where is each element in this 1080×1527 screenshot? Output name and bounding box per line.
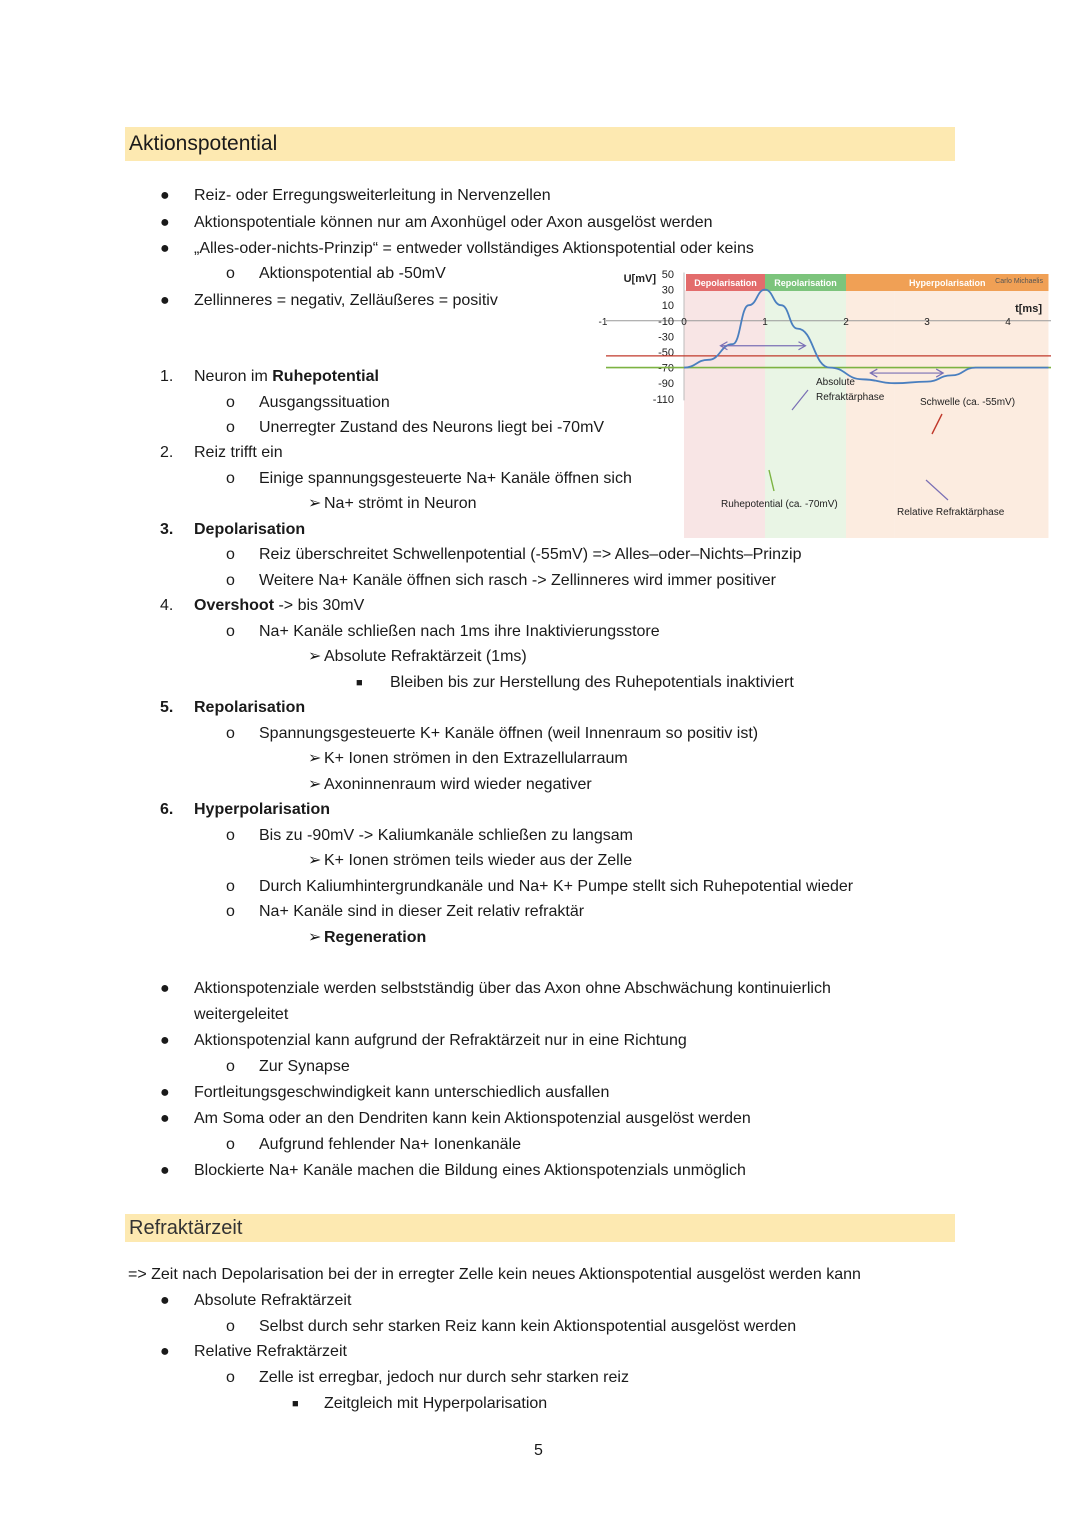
arrow-marker: ➢ <box>308 495 322 512</box>
relative-refractory-label: Relative Refraktärphase <box>897 507 1005 518</box>
absolute-refractory-label: Absolute <box>816 377 855 388</box>
step-number: 5. <box>160 699 174 716</box>
step-arrow-line: K+ Ionen strömen teils wieder aus der Zelle <box>324 852 633 869</box>
phase-header-label: Hyperpolarisation <box>908 278 986 288</box>
y-tick-label: -30 <box>658 331 674 344</box>
circle-marker: o <box>226 394 235 411</box>
bullet-marker: ● <box>160 1110 170 1127</box>
more-line: weitergeleitet <box>194 1006 289 1023</box>
more-line: Aktionspotenzial kann aufgrund der Refraktärzeit nur in eine Richtung <box>194 1032 687 1049</box>
arrow-marker: ➢ <box>308 750 322 767</box>
y-tick-label: -70 <box>658 362 674 375</box>
intro-line: „Alles-oder-nichts-Prinzip“ = entweder vollständiges Aktionspotential oder keins <box>194 240 754 257</box>
phase-header-label: Repolarisation <box>774 278 837 288</box>
y-tick-label: -50 <box>658 347 674 359</box>
x-tick-label: -1 <box>598 316 608 328</box>
circle-marker: o <box>226 265 235 282</box>
intro-sub-line: Aktionspotential ab -50mV <box>259 265 446 282</box>
intro-line: Reiz- oder Erregungsweiterleitung in Nervenzellen <box>194 187 551 204</box>
bullet-marker: ● <box>160 1084 170 1101</box>
bullet-marker: ● <box>160 187 170 204</box>
step-title-text: -> bis 30mV <box>274 597 365 614</box>
more-sub-line: Zur Synapse <box>259 1058 350 1075</box>
step-sub-line: Bis zu -90mV -> Kaliumkanäle schließen zu langsam <box>259 827 633 844</box>
bullet-marker: ● <box>160 1032 170 1049</box>
circle-marker: o <box>226 725 235 742</box>
step-title: Hyperpolarisation <box>194 801 331 818</box>
refrakt-square-line: Zeitgleich mit Hyperpolarisation <box>324 1395 548 1412</box>
step-title: Depolarisation <box>194 521 306 538</box>
x-tick-label: 3 <box>924 316 930 328</box>
x-tick-label: 2 <box>843 316 849 328</box>
more-line: Fortleitungsgeschwindigkeit kann unterschiedlich ausfallen <box>194 1084 610 1101</box>
circle-marker: o <box>226 419 235 436</box>
refrakt-line: Relative Refraktärzeit <box>194 1343 347 1360</box>
step-number: 2. <box>160 444 174 461</box>
step-arrow-line: Axoninnenraum wird wieder negativer <box>324 776 592 793</box>
step-arrow-line: Absolute Refraktärzeit (1ms) <box>324 648 527 665</box>
x-axis-label: t[ms] <box>1015 303 1042 316</box>
y-tick-label: -110 <box>652 393 674 406</box>
circle-marker: o <box>226 878 235 895</box>
step-sub-line: Weitere Na+ Kanäle öffnen sich rasch -> Zellinneres wird immer positiver <box>259 572 776 589</box>
step-number: 6. <box>160 801 174 818</box>
bullet-marker: ● <box>160 214 170 231</box>
step-arrow-line: Regeneration <box>324 929 427 946</box>
square-marker: ■ <box>356 677 363 689</box>
bullet-marker: ● <box>160 1292 170 1309</box>
step-title <box>194 367 379 387</box>
y-tick-label: -90 <box>658 378 674 391</box>
step-sub-line: Ausgangssituation <box>259 394 390 411</box>
step-sub-line: Na+ Kanäle sind in dieser Zeit relativ refraktär <box>259 903 585 920</box>
circle-marker: o <box>226 546 235 563</box>
arrow-marker: ➢ <box>308 929 322 946</box>
step-title-bold: Overshoot <box>194 597 275 614</box>
step-title: Repolarisation <box>194 699 306 716</box>
action-potential-chart <box>596 262 1056 538</box>
heading-aktionspotential: Aktionspotential <box>125 127 955 161</box>
step-arrow-line: Na+ strömt in Neuron <box>324 495 477 512</box>
step-square-line: Bleiben bis zur Herstellung des Ruhepotentials inaktiviert <box>390 674 794 691</box>
bullet-marker: ● <box>160 292 170 309</box>
refrakt-sub-line: Zelle ist erregbar, jedoch nur durch sehr starken reiz <box>259 1369 629 1386</box>
circle-marker: o <box>226 1136 235 1153</box>
more-line: Blockierte Na+ Kanäle machen die Bildung eines Aktionspotenzials unmöglich <box>194 1162 746 1179</box>
circle-marker: o <box>226 572 235 589</box>
step-title: Reiz trifft ein <box>194 444 283 461</box>
more-sub-line: Aufgrund fehlender Na+ Ionenkanäle <box>259 1136 521 1153</box>
phase-header-label: Depolarisation <box>694 278 757 288</box>
more-line: Am Soma oder an den Dendriten kann kein Aktionspotenzial ausgelöst werden <box>194 1110 751 1127</box>
bullet-marker: ● <box>160 1162 170 1179</box>
circle-marker: o <box>226 623 235 640</box>
step-sub-line: Einige spannungsgesteuerte Na+ Kanäle öffnen sich <box>259 470 632 487</box>
step-number: 1. <box>160 368 174 385</box>
step-number: 4. <box>160 597 174 614</box>
bullet-marker: ● <box>160 240 170 257</box>
step-sub-line: Na+ Kanäle schließen nach 1ms ihre Inaktivierungsstore <box>259 623 660 640</box>
step-number: 3. <box>160 521 174 538</box>
y-tick-label: -10 <box>658 315 674 328</box>
page-number: 5 <box>534 1442 543 1459</box>
square-marker: ■ <box>292 1398 299 1410</box>
refrakt-sub-line: Selbst durch sehr starken Reiz kann kein Aktionspotential ausgelöst werden <box>259 1318 797 1335</box>
rest-label: Ruhepotential (ca. -70mV) <box>721 499 838 510</box>
intro-line: Zellinneres = negativ, Zelläußeres = positiv <box>194 292 498 309</box>
phase-band <box>846 290 895 538</box>
circle-marker: o <box>226 1318 235 1335</box>
more-line: Aktionspotenziale werden selbstständig über das Axon ohne Abschwächung kontinuierlich <box>194 980 831 997</box>
step-title-text: Neuron im <box>194 368 273 385</box>
circle-marker: o <box>226 827 235 844</box>
arrow-marker: ➢ <box>308 852 322 869</box>
step-sub-line: Spannungsgesteuerte K+ Kanäle öffnen (weil Innenraum so positiv ist) <box>259 725 759 742</box>
step-arrow-line: K+ Ionen strömen in den Extrazellularraum <box>324 750 628 767</box>
circle-marker: o <box>226 903 235 920</box>
y-axis-label: U[mV] <box>623 272 656 285</box>
refrakt-line: Absolute Refraktärzeit <box>194 1292 352 1309</box>
circle-marker: o <box>226 1058 235 1075</box>
heading-refraktaerzeit: Refraktärzeit <box>125 1214 955 1242</box>
x-tick-label: 4 <box>1005 316 1011 328</box>
step-sub-line: Durch Kaliumhintergrundkanäle und Na+ K+ Pumpe stellt sich Ruhepotential wieder <box>259 878 854 895</box>
bullet-marker: ● <box>160 1343 170 1360</box>
step-sub-line: Unerregter Zustand des Neurons liegt bei -70mV <box>259 419 605 436</box>
circle-marker: o <box>226 470 235 487</box>
author-credit: Carlo Michaelis <box>995 278 1043 285</box>
step-sub-line: Reiz überschreitet Schwellenpotential (-55mV) => Alles–oder–Nichts–Prinzip <box>259 546 802 563</box>
y-tick-label: 30 <box>661 284 674 297</box>
threshold-label: Schwelle (ca. -55mV) <box>920 397 1016 408</box>
absolute-refractory-label: Refraktärphase <box>816 392 885 403</box>
bullet-marker: ● <box>160 980 170 997</box>
refrakt-definition: => Zeit nach Depolarisation bei der in erregter Zelle kein neues Aktionspotential ausgelöst werden kann <box>128 1266 861 1283</box>
arrow-marker: ➢ <box>308 648 322 665</box>
step-title <box>194 596 364 616</box>
arrow-marker: ➢ <box>308 776 322 793</box>
x-tick-label: 1 <box>762 316 768 328</box>
x-tick-label: 0 <box>681 316 687 328</box>
intro-line: Aktionspotentiale können nur am Axonhügel oder Axon ausgelöst werden <box>194 214 713 231</box>
y-tick-label: 50 <box>661 269 674 281</box>
y-tick-label: 10 <box>661 300 674 313</box>
circle-marker: o <box>226 1369 235 1386</box>
phase-band <box>895 290 1049 538</box>
step-title-bold: Ruhepotential <box>272 368 379 385</box>
